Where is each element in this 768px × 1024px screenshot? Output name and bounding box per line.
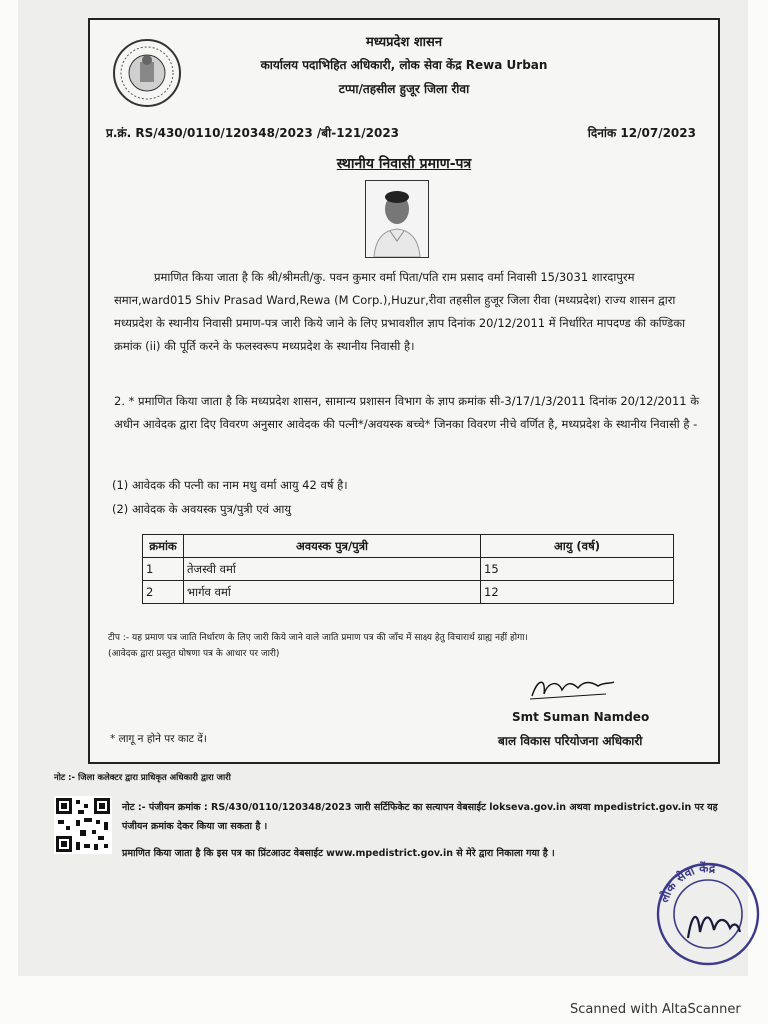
person-photo-icon [366, 181, 428, 257]
stamp-text: लोक सेवा केंद्र [656, 860, 716, 905]
applicant-photo [365, 180, 429, 258]
cell-age: 12 [481, 581, 674, 604]
caste-disclaimer-note: टीप :- यह प्रमाण पत्र जाति निर्धारण के लिए जारी किये जाने वाले जाति प्रमाण पत्र की जाँच में साक्ष्य हेतु विचारार्थ ग्राह्य नहीं होगा। [108, 633, 528, 643]
lok-seva-stamp-icon [648, 852, 768, 970]
declaration-note: (आवेदक द्वारा प्रस्तुत घोषणा पत्र के आधार पर जारी) [108, 649, 280, 659]
strike-if-not-applicable: * लागू न होने पर काट दें। [110, 733, 207, 745]
certification-paragraph-1: प्रमाणित किया जाता है कि श्री/श्रीमती/कु. पवन कुमार वर्मा पिता/पति राम प्रसाद वर्मा निवासी 15/3031 शारदापुरम समान,ward015 Shiv Prasad Ward,Rewa (M Corp.),Huzur,रीवा तहसील हुजूर जिला रीवा (मध्यप्रदेश) राज्य शासन द्वारा मध्यप्रदेश के स्थानीय निवासी प्रमाण-पत्र जारी किये जाने के लिए प्रभावशील ज्ञाप दिनांक 20/12/2011 में निर्धारित मापदण्ड की कण्डिका क्रमांक (ii) की पूर्ति करने के फलस्वरूप मध्यप्रदेश के स्थानीय निवासी है। [114, 270, 686, 353]
svg-text:लोक सेवा केंद्र [656, 861, 716, 906]
certificate-title: स्थानीय निवासी प्रमाण-पत्र [336, 156, 472, 172]
table-row [143, 558, 674, 581]
qr-code-icon [54, 796, 112, 854]
scanner-watermark: Scanned with AltaScanner [570, 1002, 741, 1017]
cell-child-name: तेजस्वी वर्मा [184, 558, 481, 581]
office-title: कार्यालय पदाभिहित अधिकारी, लोक सेवा केंद्र Rewa Urban [260, 58, 548, 72]
col-age: आयु (वर्ष) [481, 535, 674, 558]
government-title: मध्यप्रदेश शासन [365, 35, 443, 50]
cell-child-name: भार्गव वर्मा [184, 581, 481, 604]
tehsil-district: टप्पा/तहसील हुजूर जिला रीवा [338, 82, 470, 96]
spouse-detail: (1) आवेदक की पत्नी का नाम मधु वर्मा आयु 42 वर्ष है। [112, 478, 348, 492]
children-table [142, 534, 674, 604]
cell-serial: 1 [143, 558, 184, 581]
verification-note: नोट :- पंजीयन क्रमांक : RS/430/0110/120348/2023 जारी सर्टिफिकेट का सत्यापन वेबसाईट lokseva.gov.in अथवा mpedistrict.gov.in पर यह पंजीयन क्रमांक देकर किया जा सकता है । [122, 802, 718, 832]
printout-note: प्रमाणित किया जाता है कि इस पत्र का प्रिंटआउट वेबसाईट www.mpedistrict.gov.in से मेरे द्वारा निकाला गया है । [122, 848, 555, 859]
table-row [143, 581, 674, 604]
reference-number: प्र.क्रं. RS/430/0110/120348/2023 /बी-121/2023 [106, 126, 400, 140]
col-child-name: अवयस्क पुत्र/पुत्री [184, 535, 481, 558]
officer-name: Smt Suman Namdeo [512, 710, 650, 724]
col-serial: क्रमांक [143, 535, 184, 558]
children-heading: (2) आवेदक के अवयस्क पुत्र/पुत्री एवं आयु [112, 502, 292, 516]
officer-designation: बाल विकास परियोजना अधिकारी [498, 734, 643, 748]
table-header-row [143, 535, 674, 558]
cell-age: 15 [481, 558, 674, 581]
officer-signature-icon [528, 672, 618, 702]
issue-date: दिनांक 12/07/2023 [587, 126, 696, 140]
paper-sheet [18, 0, 748, 976]
issuer-note: नोट :- जिला कलेक्टर द्वारा प्राधिकृत अधिकारी द्वारा जारी [54, 773, 231, 783]
certification-paragraph-2: 2. * प्रमाणित किया जाता है कि मध्यप्रदेश शासन, सामान्य प्रशासन विभाग के ज्ञाप क्रमांक सी-3/17/1/3/2011 दिनांक 20/12/2011 के अधीन आवेदक द्वारा दिए विवरण अनुसार आवेदक की पत्नी*/अवयस्क बच्चे* जिनका विवरण नीचे वर्णित है, मध्यप्रदेश के स्थानीय निवासी है - [114, 394, 700, 431]
cell-serial: 2 [143, 581, 184, 604]
certificate-frame [88, 18, 720, 764]
